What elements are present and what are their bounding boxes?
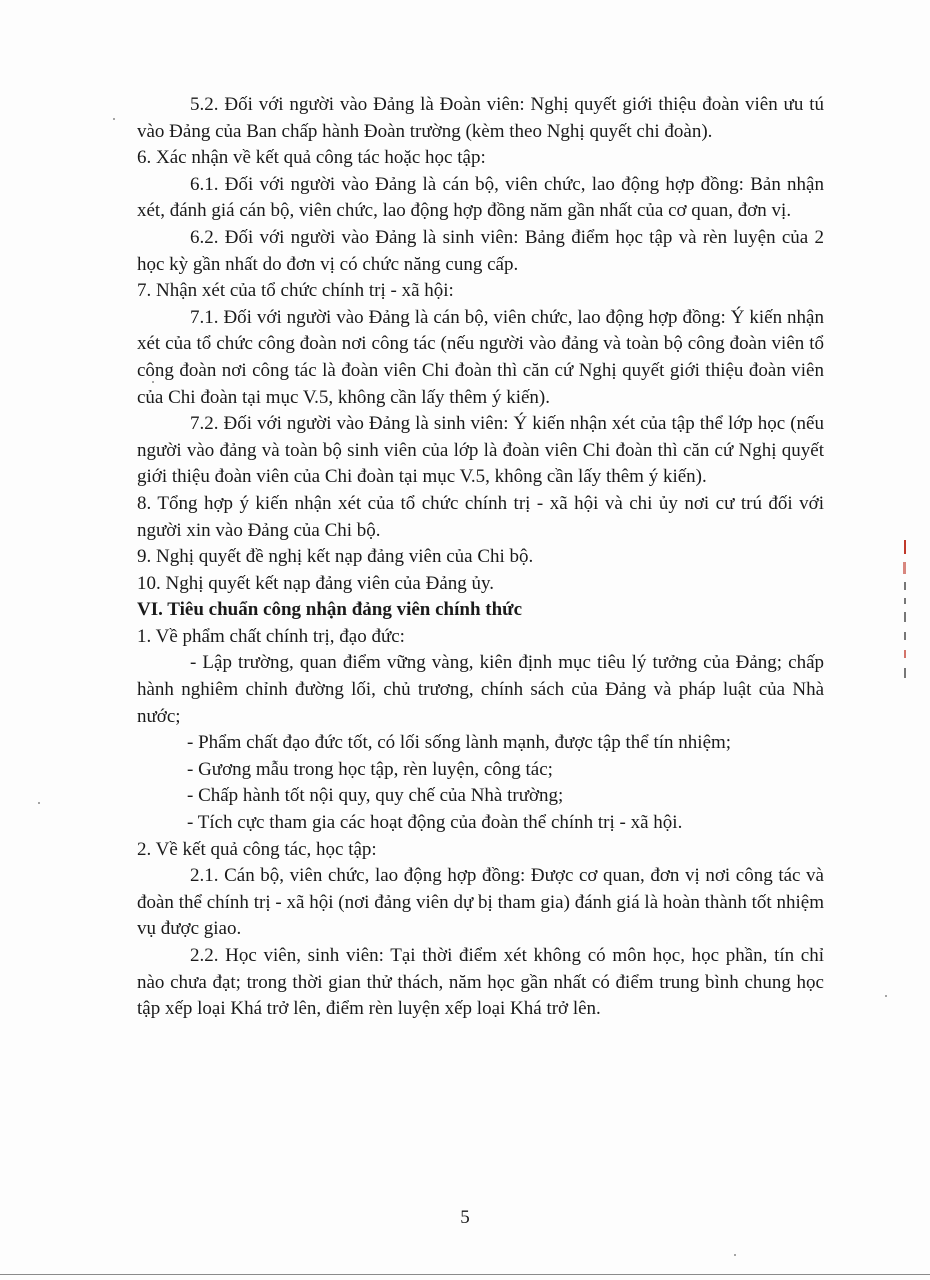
scan-artifact-marks — [897, 540, 913, 700]
paragraph-6-2: 6.2. Đối với người vào Đảng là sinh viên: Bảng điểm học tập và rèn luyện của 2 học kỳ gần nhất do đơn vị có chức năng cung cấp. — [137, 226, 824, 275]
page-number: 5 — [460, 1207, 470, 1228]
bullet-item: - Phẩm chất đạo đức tốt, có lối sống lành mạnh, được tập thể tín nhiệm; — [187, 732, 732, 754]
bullet-item: - Lập trường, quan điểm vững vàng, kiên định mục tiêu lý tưởng của Đảng; chấp hành nghiêm chỉnh đường lối, chủ trương, chính sách của Đảng và pháp luật của Nhà nước; — [137, 652, 824, 727]
paragraph-2-2: 2.2. Học viên, sinh viên: Tại thời điểm xét không có môn học, học phần, tín chỉ nào chưa đạt; trong thời gian thử thách, năm học gần nhất có điểm trung bình chung học tập xếp loại Khá trở lên, điểm rèn luyện xếp loại Khá trở lên. — [137, 945, 824, 1020]
bullet-item: - Chấp hành tốt nội quy, quy chế của Nhà trường; — [187, 785, 564, 807]
scan-speck — [113, 118, 115, 120]
bottom-divider — [0, 1274, 930, 1275]
paragraph-6: 6. Xác nhận về kết quả công tác hoặc học tập: — [137, 147, 486, 169]
paragraph-criteria-2: 2. Về kết quả công tác, học tập: — [137, 838, 377, 860]
paragraph-6-1: 6.1. Đối với người vào Đảng là cán bộ, viên chức, lao động hợp đồng: Bản nhận xét, đánh giá cán bộ, viên chức, lao động hợp đồng năm gần nhất của cơ quan, đơn vị. — [137, 173, 824, 222]
paragraph-5-2: 5.2. Đối với người vào Đảng là Đoàn viên: Nghị quyết giới thiệu đoàn viên ưu tú vào Đảng của Ban chấp hành Đoàn trường (kèm theo Nghị quyết chi đoàn). — [137, 94, 824, 142]
bullet-item: - Tích cực tham gia các hoạt động của đoàn thể chính trị - xã hội. — [187, 812, 683, 834]
scan-speck — [885, 995, 887, 997]
paragraph-criteria-1: 1. Về phẩm chất chính trị, đạo đức: — [137, 625, 405, 647]
paragraph-8: 8. Tổng hợp ý kiến nhận xét của tổ chức chính trị - xã hội và chi ủy nơi cư trú đối với người xin vào Đảng của Chi bộ. — [137, 492, 824, 541]
paragraph-9: 9. Nghị quyết đề nghị kết nạp đảng viên của Chi bộ. — [137, 546, 534, 568]
bullet-item: - Gương mẫu trong học tập, rèn luyện, công tác; — [187, 758, 553, 780]
paragraph-7-1: 7.1. Đối với người vào Đảng là cán bộ, viên chức, lao động hợp đồng: Ý kiến nhận xét của tổ chức công đoàn nơi công tác (nếu người vào đảng và toàn bộ công đoàn viên tổ công đoàn nơi công tác là đoàn viên Chi đoàn thì căn cứ Nghị quyết giới thiệu đoàn viên của Chi đoàn tại mục V.5, không cần lấy thêm ý kiến). — [137, 306, 824, 408]
paragraph-2-1: 2.1. Cán bộ, viên chức, lao động hợp đồng: Được cơ quan, đơn vị nơi công tác và đoàn thể chính trị - xã hội (nơi đảng viên dự bị tham gia) đánh giá là hoàn thành tốt nhiệm vụ được giao. — [137, 865, 824, 940]
scan-speck — [38, 802, 40, 804]
section-heading-vi: VI. Tiêu chuẩn công nhận đảng viên chính thức — [137, 599, 523, 621]
scan-speck — [734, 1254, 736, 1256]
paragraph-7: 7. Nhận xét của tổ chức chính trị - xã hội: — [137, 280, 454, 302]
paragraph-10: 10. Nghị quyết kết nạp đảng viên của Đảng ủy. — [137, 572, 495, 594]
scan-speck — [152, 381, 154, 383]
document-body — [137, 92, 824, 1023]
paragraph-7-2: 7.2. Đối với người vào Đảng là sinh viên: Ý kiến nhận xét của tập thể lớp học (nếu người vào đảng và toàn bộ sinh viên của lớp là đoàn viên Chi đoàn thì căn cứ Nghị quyết giới thiệu đoàn viên của Chi đoàn tại mục V.5, không cần lấy thêm ý kiến). — [137, 413, 824, 488]
